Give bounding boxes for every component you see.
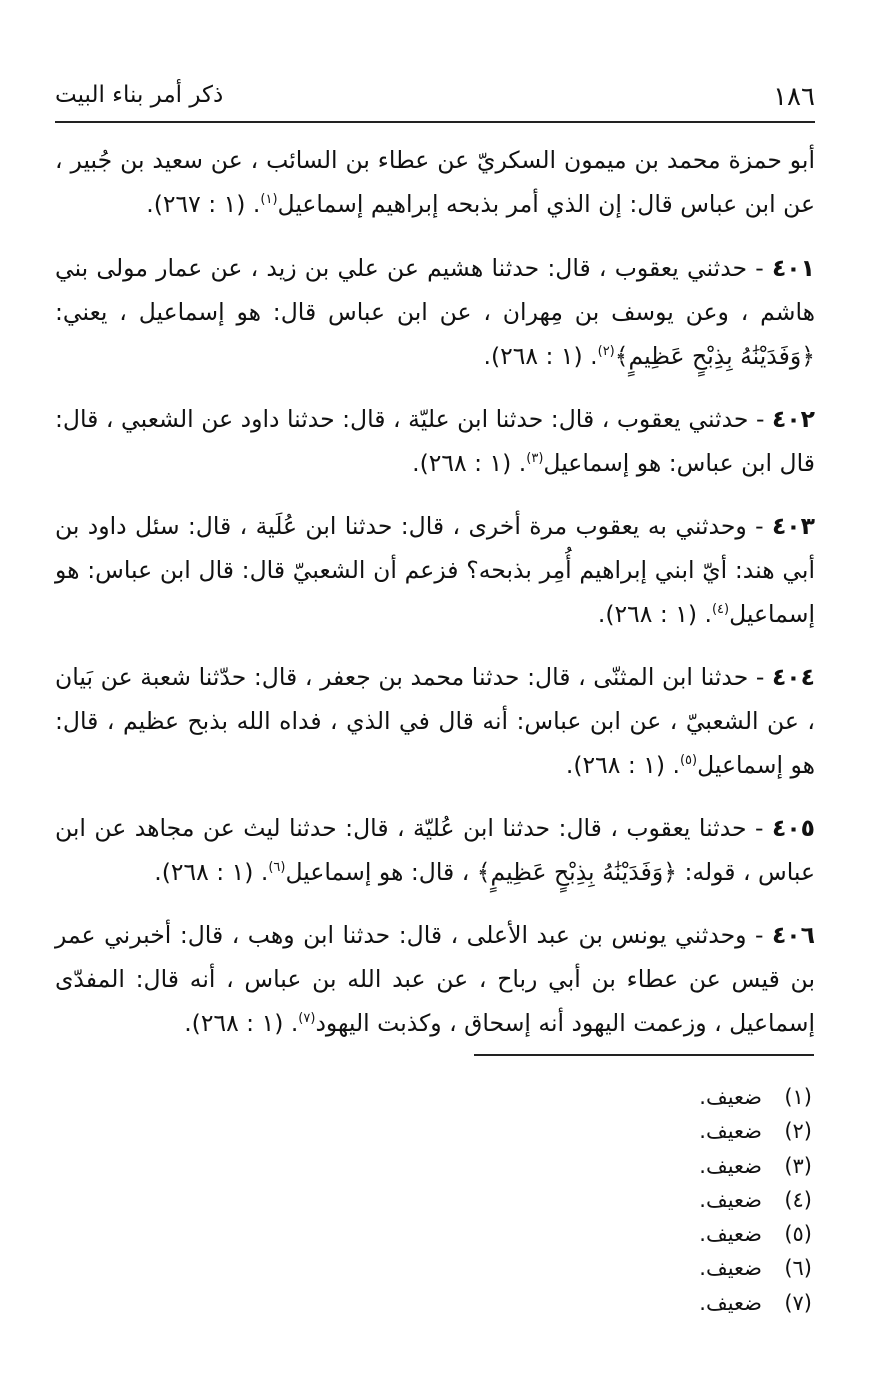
footnote-number: (٣) [784, 1153, 812, 1178]
footnote-item [460, 1217, 812, 1251]
running-title: ذكر أمر بناء البيت [55, 82, 224, 108]
footnote-number: (٢) [784, 1119, 812, 1144]
paragraph-406: ٤٠٦ - وحدثني يونس بن عبد الأعلى ، قال: حدثنا ابن وهب ، قال: أخبرني عمر بن قيس عن عطاء بن أبي رباح ، عن عبد الله بن عباس ، أنه قال: المفدّى إسماعيل ، وزعمت اليهود أنه إسحاق ، وكذبت اليهود$^{(٧)}$. (١ : ٢٦٨). [55, 921, 815, 1037]
footnote-marker[interactable]: (٦) [268, 860, 286, 876]
footnote-number: (٤) [784, 1187, 812, 1212]
main-text [55, 138, 815, 1064]
paragraph-text: أبو حمزة محمد بن ميمون السكريّ عن عطاء بن السائب ، عن سعيد بن جُبير ، عن ابن عباس قال: إن الذي أمر بذبحه إبراهيم إسماعيل [55, 146, 815, 218]
paragraph-402: ٤٠٢ - حدثني يعقوب ، قال: حدثنا ابن عليّة ، قال: حدثنا داود عن الشعبي ، قال: قال ابن عباس: هو إسماعيل$^{(٣)}$. (١ : ٢٦٨). [55, 405, 816, 477]
paragraph-text: حدثنا يعقوب ، قال: حدثنا ابن عُليّة ، قال: حدثنا ليث عن مجاهد عن ابن عباس ، قوله: ﴿وَفَدَيْنَٰهُ بِذِبْحٍ عَظِيمٍ﴾ ، قال: هو إسماعيل [55, 814, 815, 886]
footnote-marker[interactable]: (٤) [711, 602, 730, 618]
footnote-text: ضعيف. [699, 1153, 762, 1178]
footnote-item [460, 1080, 812, 1114]
paragraph-text: حدثني يعقوب ، قال: حدثنا ابن عليّة ، قال: حدثنا داود عن الشعبي ، قال: قال ابن عباس: هو إسماعيل [55, 405, 815, 477]
paragraph-401: ٤٠١ - حدثني يعقوب ، قال: حدثنا هشيم عن علي بن زيد ، عن عمار مولى بني هاشم ، وعن يوسف بن مِهران ، عن ابن عباس قال: هو إسماعيل ، يعني: ﴿وَفَدَيْنَٰهُ بِذِبْحٍ عَظِيمٍ﴾$^{(٢)}$. (١ : ٢٦٨). [55, 254, 815, 370]
paragraph-text: وحدثني به يعقوب مرة أخرى ، قال: حدثنا ابن عُلَية ، قال: سئل داود بن أبي هند: أيّ ابني إبراهيم أُمِر بذبحه؟ فزعم أن الشعبيّ قال: قال ابن عباس: هو إسماعيل [55, 512, 815, 628]
footnote-text: ضعيف. [699, 1187, 762, 1212]
paragraph-number: ٤٠٦ [771, 921, 815, 949]
paragraph-continuation [55, 138, 815, 226]
footnote-separator [474, 1054, 814, 1056]
paragraph-text: حدثني يعقوب ، قال: حدثنا هشيم عن علي بن زيد ، عن عمار مولى بني هاشم ، وعن يوسف بن مِهران ، عن ابن عباس قال: هو إسماعيل ، يعني: ﴿وَفَدَيْنَٰهُ بِذِبْحٍ عَظِيمٍ﴾ [55, 254, 815, 370]
paragraph-number: ٤٠٤ [771, 663, 815, 691]
footnote-text: ضعيف. [699, 1085, 762, 1109]
footnote-item [460, 1149, 812, 1183]
paragraph-number: ٤٠٥ [771, 814, 816, 842]
source-reference: . (١ : ٢٦٨). [565, 751, 680, 779]
footnote-number: (٦) [784, 1256, 812, 1281]
source-reference: . (١ : ٢٦٨). [154, 858, 269, 886]
footnote-marker[interactable]: (٣) [526, 451, 544, 467]
paragraph-text: حدثنا ابن المثنّى ، قال: حدثنا محمد بن جعفر ، قال: حدّثنا شعبة عن بَيان ، عن الشعبيّ ، عن ابن عباس: أنه قال في الذي ، فداه الله بذبح عظيم ، قال: هو إسماعيل [55, 663, 815, 779]
source-reference: . (١ : ٢٦٨). [184, 1009, 299, 1037]
footnote-number: (٥) [784, 1222, 812, 1247]
footnote-number: (٧) [784, 1290, 812, 1315]
footnote-text: ضعيف. [699, 1256, 762, 1281]
source-reference: . (١ : ٢٦٨). [412, 449, 527, 477]
paragraph-number: ٤٠٢ [771, 405, 816, 433]
source-reference: . (١ : ٢٦٧). [146, 190, 261, 218]
paragraph-404: ٤٠٤ - حدثنا ابن المثنّى ، قال: حدثنا محمد بن جعفر ، قال: حدّثنا شعبة عن بَيان ، عن الشعبيّ ، عن ابن عباس: أنه قال في الذي ، فداه الله بذبح عظيم ، قال: هو إسماعيل$^{(٥)}$. (١ : ٢٦٨). [55, 663, 815, 779]
footnote-text: ضعيف. [699, 1222, 762, 1247]
page-number: ١٨٦ [773, 82, 815, 112]
paragraph-number: ٤٠١ [771, 254, 815, 282]
footnote-item [460, 1251, 812, 1285]
footnote-item [460, 1183, 812, 1217]
paragraph-text: وحدثني يونس بن عبد الأعلى ، قال: حدثنا ابن وهب ، قال: أخبرني عمر بن قيس عن عطاء بن أبي رباح ، عن عبد الله بن عباس ، أنه قال: المفدّى إسماعيل ، وزعمت اليهود أنه إسحاق ، وكذبت اليهود [55, 921, 815, 1037]
footnote-marker[interactable]: (١) [260, 192, 278, 208]
source-reference: . (١ : ٢٦٨). [597, 600, 712, 628]
footnote-text: ضعيف. [699, 1290, 762, 1315]
footnote-marker[interactable]: (٥) [679, 753, 698, 769]
paragraph-number: ٤٠٣ [771, 512, 815, 540]
footnote-number: (١) [784, 1085, 812, 1109]
footnote-marker[interactable]: (٢) [597, 344, 615, 360]
header-rule [55, 121, 815, 123]
footnotes-list [460, 1080, 812, 1320]
source-reference: . (١ : ٢٦٨). [483, 342, 598, 370]
paragraph-403: ٤٠٣ - وحدثني به يعقوب مرة أخرى ، قال: حدثنا ابن عُلَية ، قال: سئل داود بن أبي هند: أيّ ابني إبراهيم أُمِر بذبحه؟ فزعم أن الشعبيّ قال: قال ابن عباس: هو إسماعيل$^{(٤)}$. (١ : ٢٦٨). [55, 512, 815, 628]
footnote-marker[interactable]: (٧) [298, 1011, 316, 1027]
page-header [55, 78, 815, 118]
footnote-item [460, 1286, 812, 1320]
paragraph-405: ٤٠٥ - حدثنا يعقوب ، قال: حدثنا ابن عُليّة ، قال: حدثنا ليث عن مجاهد عن ابن عباس ، قوله: ﴿وَفَدَيْنَٰهُ بِذِبْحٍ عَظِيمٍ﴾ ، قال: هو إسماعيل$^{(٦)}$. (١ : ٢٦٨). [55, 814, 816, 886]
footnote-text: ضعيف. [699, 1119, 762, 1144]
footnote-item [460, 1114, 812, 1148]
